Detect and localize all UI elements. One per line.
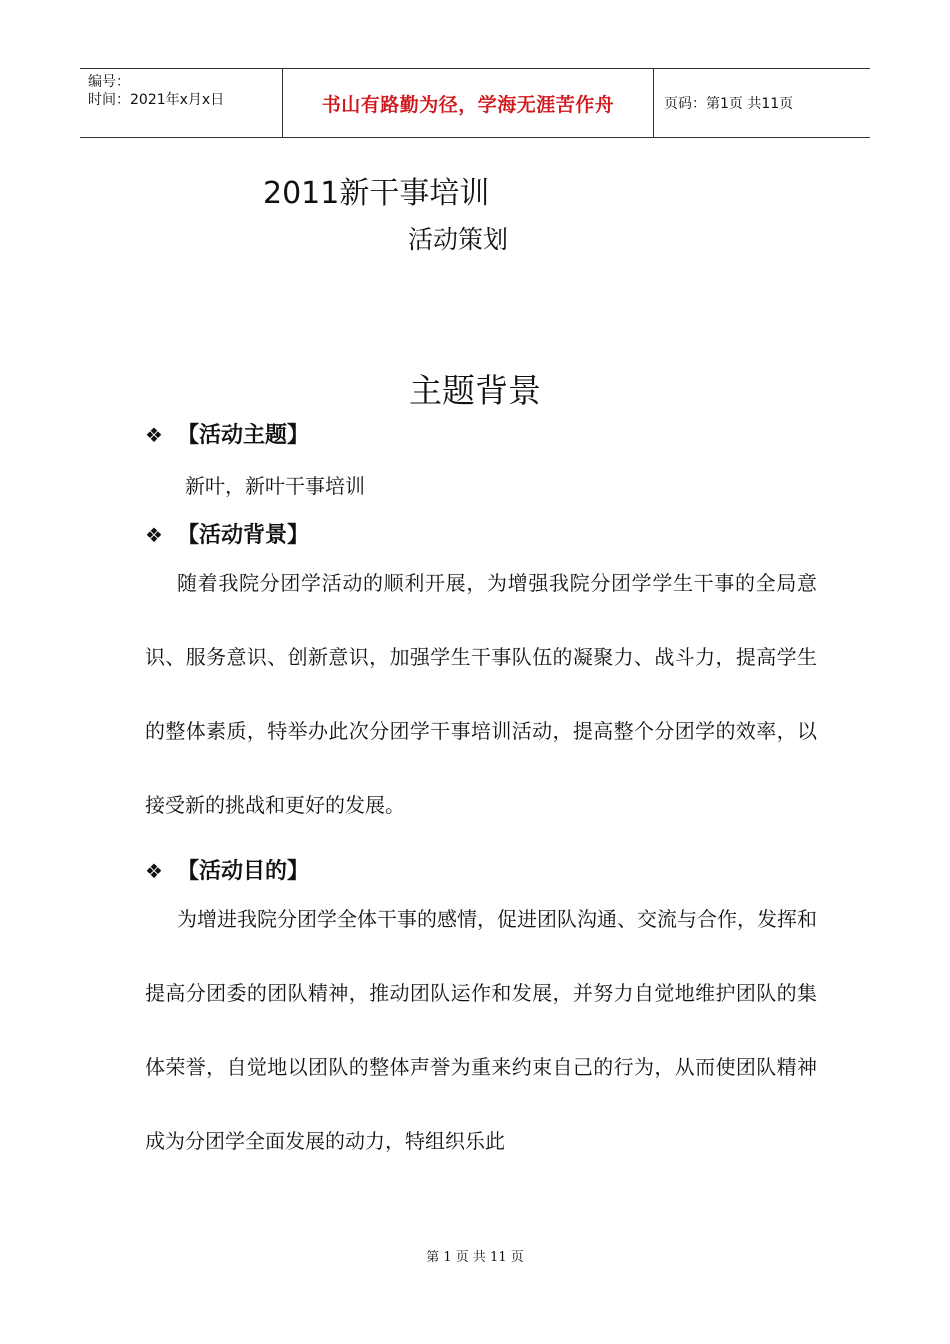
heading-theme-text: 【活动主题】 bbox=[177, 423, 310, 448]
background-body: 随着我院分团学活动的顺利开展，为增强我院分团学学生干事的全局意识、服务意识、创新意识，加强学生干事队伍的凝聚力、战斗力，提高学生的整体素质，特举办此次分团学干事培训活动，提高整个分团学的效率，以接受新的挑战和更好的发展。 bbox=[145, 571, 817, 817]
doc-subtitle: 活动策划 bbox=[408, 225, 509, 254]
heading-purpose bbox=[145, 854, 309, 885]
header-page-info: 页码：第1页 共11页 bbox=[664, 96, 794, 112]
doc-title: 2011新干事培训 bbox=[263, 176, 490, 211]
header-motto: 书山有路勤为径，学海无涯苦作舟 bbox=[321, 93, 615, 116]
heading-theme bbox=[145, 418, 309, 449]
heading-background bbox=[145, 518, 309, 549]
section-title: 主题背景 bbox=[409, 371, 541, 410]
page-footer: 第 1 页 共 11 页 bbox=[426, 1250, 524, 1265]
header-number: 编号： bbox=[88, 74, 130, 90]
header-time: 时间：2021年x月x日 bbox=[88, 92, 225, 108]
diamond-bullet-icon: ❖ bbox=[145, 523, 163, 547]
purpose-body: 为增进我院分团学全体干事的感情，促进团队沟通、交流与合作，发挥和提高分团委的团队精神，推动团队运作和发展，并努力自觉地维护团队的集体荣誉，自觉地以团队的整体声誉为重来约束自己的行为，从而使团队精神成为分团学全面发展的动力，特组织乐此 bbox=[145, 907, 817, 1153]
page-header bbox=[80, 68, 870, 138]
heading-background-text: 【活动背景】 bbox=[177, 523, 310, 548]
diamond-bullet-icon: ❖ bbox=[145, 423, 163, 447]
diamond-bullet-icon: ❖ bbox=[145, 859, 163, 883]
heading-purpose-text: 【活动目的】 bbox=[177, 859, 310, 884]
header-meta bbox=[80, 69, 282, 137]
header-motto-cell bbox=[282, 69, 654, 137]
theme-body: 新叶，新叶干事培训 bbox=[185, 474, 365, 498]
